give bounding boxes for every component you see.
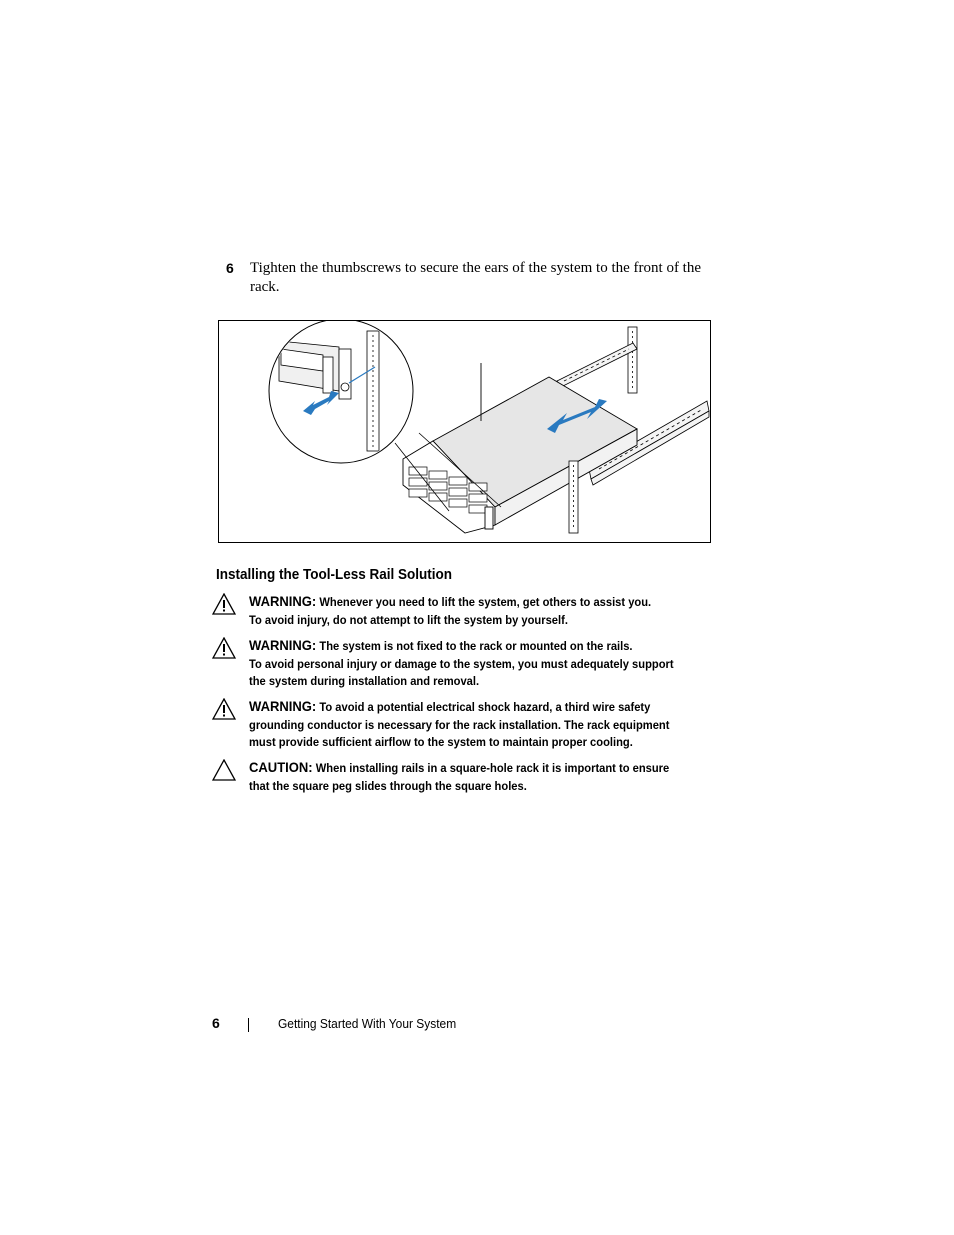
notice-label: CAUTION: (249, 759, 313, 775)
notice-line: Whenever you need to lift the system, get others to assist you. (319, 595, 652, 609)
notice-line: To avoid a potential electrical shock hazard, a third wire safety (319, 700, 651, 714)
notice-line: the system during installation and removal. (249, 674, 480, 688)
step-number: 6 (226, 260, 234, 276)
caution-triangle-icon (212, 759, 236, 781)
section-heading: Installing the Tool-Less Rail Solution (216, 566, 453, 583)
rack-installation-figure (218, 320, 711, 543)
magnifier-callout-icon (269, 321, 413, 463)
rack-illustration (219, 321, 712, 544)
notice-line: must provide sufficient airflow to the system to maintain proper cooling. (249, 735, 633, 749)
notice-label: WARNING: (249, 637, 317, 653)
notice-label: WARNING: (249, 593, 317, 609)
step-text: Tighten the thumbscrews to secure the ears of the system to the front of the rack. (250, 260, 702, 295)
front-rack-post-icon (569, 461, 578, 533)
footer-divider (248, 1018, 249, 1032)
notice-line: that the square peg slides through the square holes. (249, 778, 527, 793)
footer-title: Getting Started With Your System (278, 1016, 457, 1031)
notice-line: To avoid personal injury or damage to the system, you must adequately support (249, 656, 674, 671)
rear-rack-post-icon (628, 327, 637, 393)
warning-triangle-icon (212, 593, 236, 615)
server-chassis-icon (403, 363, 637, 533)
page-number: 6 (212, 1015, 220, 1031)
notice-line: The system is not fixed to the rack or mounted on the rails. (319, 639, 633, 653)
notice-line: grounding conductor is necessary for the rack installation. The rack equipment (249, 717, 670, 732)
warning-triangle-icon (212, 637, 236, 659)
warning-triangle-icon (212, 698, 236, 720)
notice-line: To avoid injury, do not attempt to lift the system by yourself. (249, 612, 568, 627)
notice-line: When installing rails in a square-hole rack it is important to ensure (315, 761, 670, 775)
notice-label: WARNING: (249, 698, 317, 714)
upper-rail-icon (557, 343, 637, 387)
